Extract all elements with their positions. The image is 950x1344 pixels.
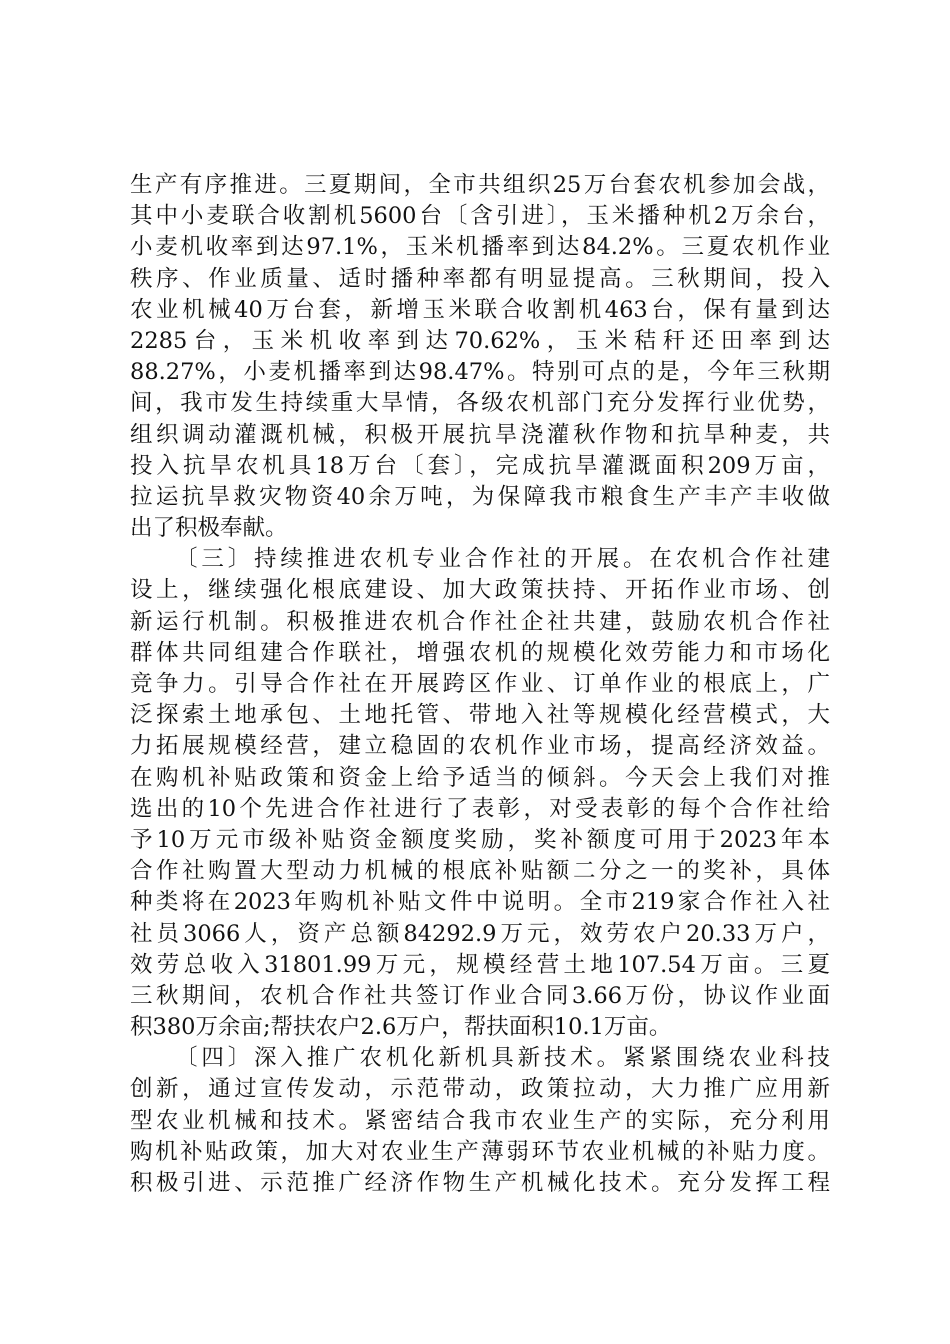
text-line: 新运行机制。积极推进农机合作社企社共建，鼓励农机合作社: [130, 608, 830, 635]
text-line: 组织调动灌溉机械，积极开展抗旱浇灌秋作物和抗旱种麦，共: [130, 421, 830, 448]
text-line: 创新，通过宣传发动，示范带动，政策拉动，大力推广应用新: [130, 1076, 830, 1103]
text-line: 选出的10个先进合作社进行了表彰，对受表彰的每个合作社给: [130, 795, 830, 822]
text-line: 生产有序推进。三夏期间，全市共组织25万台套农机参加会战，: [130, 172, 830, 198]
body-text: [130, 170, 830, 1199]
text-line: 秩序、作业质量、适时播种率都有明显提高。三秋期间，投入: [130, 265, 830, 292]
text-line: 间，我市发生持续重大旱情，各级农机部门充分发挥行业优势，: [130, 390, 830, 417]
text-line: 2285台，玉米机收率到达70.62%，玉米秸秆还田率到达: [130, 327, 830, 354]
text-line: 农业机械40万台套，新增玉米联合收割机463台，保有量到达: [130, 296, 830, 323]
text-line: 在购机补贴政策和资金上给予适当的倾斜。今天会上我们对推: [130, 764, 830, 791]
text-line: 出了积极奉献。: [130, 515, 288, 542]
text-line: 积极引进、示范推广经济作物生产机械化技术。充分发挥工程: [130, 1170, 830, 1196]
text-line: 88.27%，小麦机播率到达98.47%。特别可点的是，今年三秋期: [130, 359, 830, 386]
text-line: 型农业机械和技术。紧密结合我市农业生产的实际，充分利用: [130, 1107, 830, 1134]
text-line: 合作社购置大型动力机械的根底补贴额二分之一的奖补，具体: [130, 858, 830, 885]
text-line: 泛探索土地承包、土地托管、带地入社等规模化经营模式，大: [130, 702, 830, 729]
text-line: 其中小麦联合收割机5600台〔含引进〕，玉米播种机2万余台，: [130, 203, 830, 230]
text-line: 设上，继续强化根底建设、加大政策扶持、开拓作业市场、创: [130, 577, 830, 604]
text-line: 积380万余亩;帮扶农户2.6万户，帮扶面积10.1万亩。: [130, 1014, 672, 1041]
text-line: 竞争力。引导合作社在开展跨区作业、订单作业的根底上，广: [130, 671, 830, 697]
text-line: 力拓展规模经营，建立稳固的农机作业市场，提高经济效益。: [130, 733, 830, 760]
text-line: 投入抗旱农机具18万台〔套〕，完成抗旱灌溉面积209万亩，: [130, 452, 830, 479]
text-line: 三秋期间，农机合作社共签订作业合同3.66万份，协议作业面: [130, 982, 830, 1009]
text-line: 购机补贴政策，加大对农业生产薄弱环节农业机械的补贴力度。: [130, 1138, 830, 1165]
text-line: 效劳总收入31801.99万元，规模经营土地107.54万亩。三夏: [130, 951, 830, 978]
paragraph-heading-4: 〔四〕深入推广农机化新机具新技术。紧紧围绕农业科技: [175, 1045, 830, 1072]
text-line: 社员3066人，资产总额84292.9万元，效劳农户20.33万户，: [130, 920, 830, 947]
paragraph-heading-3: 〔三〕持续推进农机专业合作社的开展。在农机合作社建: [175, 546, 830, 573]
text-line: 种类将在2023年购机补贴文件中说明。全市219家合作社入社: [130, 889, 830, 916]
text-line: 小麦机收率到达97.1%，玉米机播率到达84.2%。三夏农机作业: [130, 234, 830, 261]
text-line: 予10万元市级补贴资金额度奖励，奖补额度可用于2023年本: [130, 826, 830, 853]
text-line: 拉运抗旱救灾物资40余万吨，为保障我市粮食生产丰产丰收做: [130, 483, 830, 510]
text-line: 群体共同组建合作联社，增强农机的规模化效劳能力和市场化: [130, 639, 830, 666]
